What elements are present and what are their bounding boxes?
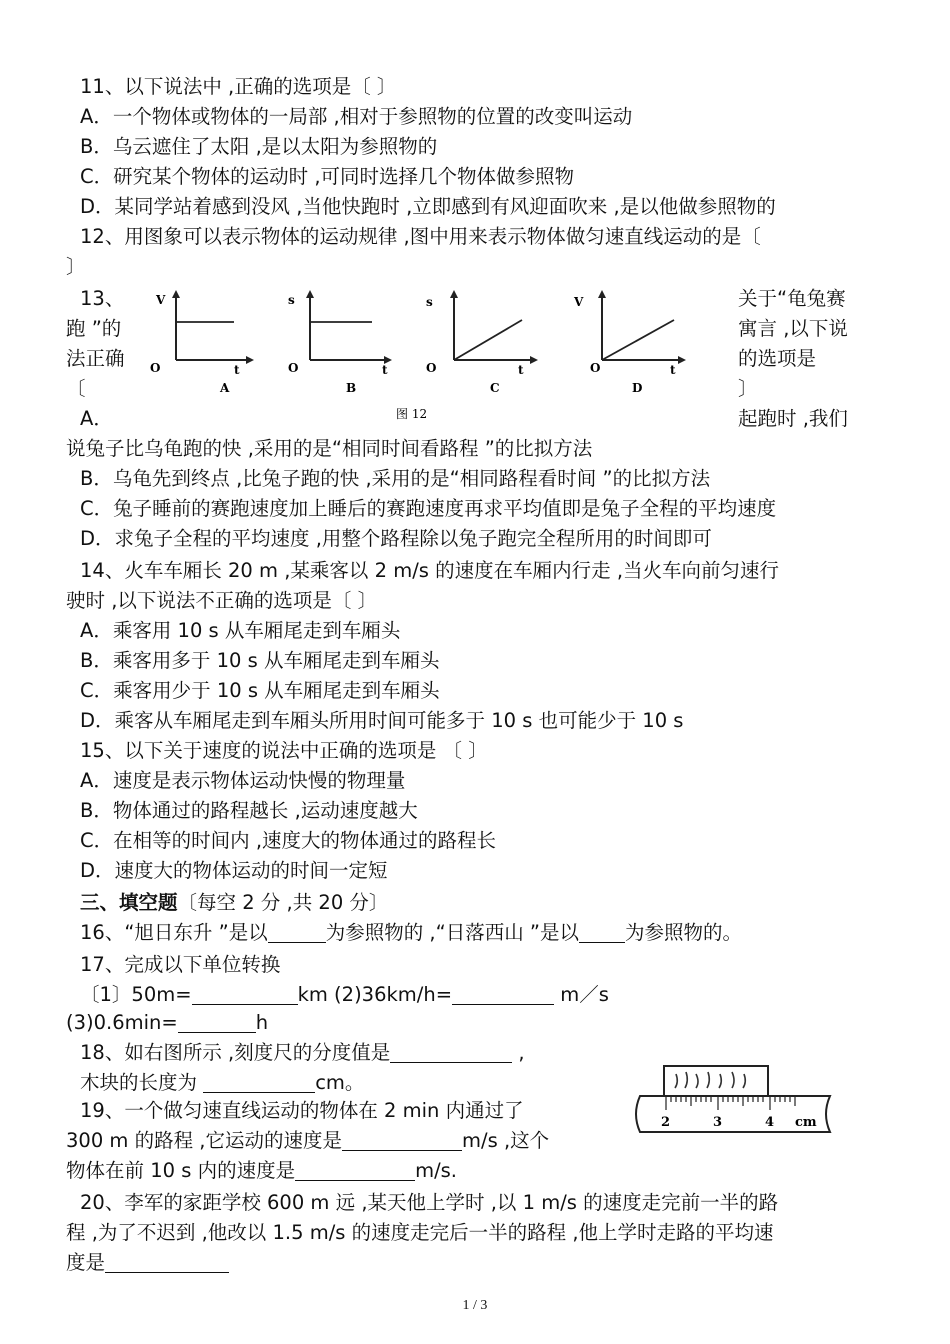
q17-line2 — [66, 1008, 268, 1038]
section3-note: 〔每空 2 分 ,共 20 分〕 — [177, 891, 389, 914]
q17-stem: 17、完成以下单位转换 — [80, 953, 281, 976]
graph-d-xaxis: t — [670, 363, 676, 377]
figure-12-motion-graphs — [138, 288, 698, 428]
q20-blank-1[interactable] — [105, 1250, 229, 1273]
q11-option-b: B．乌云遮住了太阳 ,是以太阳为参照物的 — [80, 135, 438, 158]
q20-part3: 度是 — [66, 1251, 106, 1274]
q12-stem-line1: 12、用图象可以表示物体的运动规律 ,图中用来表示物体做匀速直线运动的是〔 — [80, 225, 761, 248]
q16-part1: 16、“旭日东升 ”是以 — [80, 921, 268, 944]
page-number: 1 / 3 — [462, 1298, 488, 1313]
q17-part2b: h — [255, 1011, 269, 1034]
graph-a — [150, 293, 250, 395]
q13-left-line5: A． — [80, 407, 113, 430]
q14-option-c: C．乘客用少于 10 s 从车厢尾走到车厢头 — [80, 679, 440, 702]
q16-part3: 为参照物的。 — [625, 921, 743, 944]
q18-part2: 木块的长度为 — [80, 1071, 204, 1094]
q12-stem-line2: 〕 — [66, 255, 86, 278]
q18-part1: 18、如右图所示 ,刻度尺的分度值是 — [80, 1041, 391, 1064]
q16-part2: 为参照物的 ,“日落西山 ”是以 — [325, 921, 580, 944]
figure-12-caption: 图 12 — [396, 407, 428, 421]
q18-line2 — [80, 1068, 364, 1098]
q13-left-line4: 〔 — [66, 377, 86, 400]
q13-option-b: B．乌龟先到终点 ,比兔子跑的快 ,采用的是“相同路程看时间 ”的比拟方法 — [80, 467, 711, 490]
q19-part2b: m/s ,这个 — [462, 1129, 550, 1152]
section3-title: 三、填空题 — [80, 891, 178, 914]
q14-option-d: D．乘客从车厢尾走到车厢头所用时间可能多于 10 s 也可能少于 10 s — [80, 709, 684, 732]
graph-c-line — [454, 320, 522, 360]
ruler-figure — [630, 1062, 840, 1146]
q17-blank-1[interactable] — [192, 982, 298, 1005]
q17-part1b: km (2)36km/h= — [297, 983, 453, 1006]
graph-b-label: B — [346, 381, 357, 395]
q15-option-c: C．在相等的时间内 ,速度大的物体通过的路程长 — [80, 829, 497, 852]
q15-stem: 15、以下关于速度的说法中正确的选项是 〔 〕 — [80, 739, 488, 762]
q16 — [80, 918, 742, 948]
ruler-unit: cm — [795, 1115, 817, 1130]
q13-right-line3: 的选项是 — [738, 347, 817, 370]
q13-right-line4: 〕 — [738, 377, 758, 400]
graph-c-yaxis: s — [426, 295, 433, 309]
q15-option-a: A．速度是表示物体运动快慢的物理量 — [80, 769, 406, 792]
q17-part2a: (3)0.6min= — [66, 1011, 178, 1034]
q18-line1 — [80, 1038, 525, 1068]
section3-heading — [80, 888, 388, 918]
q13-right-line5: 起跑时 ,我们 — [738, 407, 848, 430]
graph-c-origin: O — [426, 361, 437, 375]
q11-option-d: D．某同学站着感到没风 ,当他快跑时 ,立即感到有风迎面吹来 ,是以他做参照物的 — [80, 195, 776, 218]
q13-option-d: D．求兔子全程的平均速度 ,用整个路程除以兔子跑完全程所用的时间即可 — [80, 527, 712, 550]
q11-option-a: A．一个物体或物体的一局部 ,相对于参照物的位置的改变叫运动 — [80, 105, 633, 128]
q19-part3a: 物体在前 10 s 内的速度是 — [66, 1159, 296, 1182]
graph-c-label: C — [490, 381, 500, 395]
q19-line2 — [66, 1126, 549, 1156]
q13-left-line2: 跑 ”的 — [66, 317, 122, 340]
q20-line3 — [66, 1248, 229, 1278]
q20-line1: 20、李军的家距学校 600 m 远 ,某天他上学时 ,以 1 m/s 的速度走完前一半的路 — [80, 1191, 779, 1214]
q16-blank-1[interactable] — [268, 920, 326, 943]
q17-blank-3[interactable] — [178, 1010, 256, 1033]
graph-b-yaxis: s — [288, 293, 295, 307]
q19-line1: 19、一个做匀速直线运动的物体在 2 min 内通过了 — [80, 1099, 524, 1122]
q19-line3 — [66, 1156, 457, 1186]
q17-part1a: 〔1〕50m= — [80, 983, 192, 1006]
q18-blank-2[interactable] — [203, 1070, 315, 1093]
graph-b-xaxis: t — [382, 363, 388, 377]
q19-blank-1[interactable] — [342, 1128, 462, 1151]
q14-stem-line1: 14、火车车厢长 20 m ,某乘客以 2 m/s 的速度在车厢内行走 ,当火车向前匀速行 — [80, 559, 780, 582]
q19-part3b: m/s. — [415, 1159, 458, 1182]
q13-option-a-cont: 说兔子比乌龟跑的快 ,采用的是“相同时间看路程 ”的比拟方法 — [66, 437, 593, 460]
graph-d-label: D — [632, 381, 643, 395]
q13-right-line2: 寓言 ,以下说 — [738, 317, 848, 340]
q11-stem: 11、以下说法中 ,正确的选项是〔 〕 — [80, 75, 397, 98]
q19-blank-2[interactable] — [295, 1158, 415, 1181]
figure-12-svg — [138, 288, 698, 428]
graph-a-xaxis: t — [234, 363, 240, 377]
ruler-svg — [630, 1062, 840, 1146]
graph-d-origin: O — [590, 361, 601, 375]
q18-part1b: , — [512, 1041, 525, 1064]
q17-part1c: m／s — [554, 983, 609, 1006]
q15-option-b: B．物体通过的路程越长 ,运动速度越大 — [80, 799, 418, 822]
q20-line2: 程 ,为了不迟到 ,他改以 1.5 m/s 的速度走完后一半的路程 ,他上学时走路的平均速 — [66, 1221, 774, 1244]
graph-b — [288, 293, 388, 395]
ruler-tick-3: 3 — [713, 1115, 723, 1130]
q15-option-d: D．速度大的物体运动的时间一定短 — [80, 859, 388, 882]
graph-b-origin: O — [288, 361, 299, 375]
q13-right-line1: 关于“龟兔赛 — [738, 287, 846, 310]
q18-part2b: cm。 — [315, 1071, 365, 1094]
q13-left-line3: 法正确 — [66, 347, 125, 370]
q14-option-a: A．乘客用 10 s 从车厢尾走到车厢头 — [80, 619, 401, 642]
q14-option-b: B．乘客用多于 10 s 从车厢尾走到车厢头 — [80, 649, 440, 672]
graph-c-xaxis: t — [518, 363, 524, 377]
q13-left-line1: 13、 — [80, 287, 125, 310]
ruler-tick-4: 4 — [765, 1115, 775, 1130]
q16-blank-2[interactable] — [579, 920, 625, 943]
graph-d-yaxis: V — [574, 295, 584, 309]
graph-d-line — [602, 320, 674, 360]
graph-a-yaxis: V — [156, 293, 166, 307]
wooden-block — [664, 1066, 768, 1096]
graph-a-label: A — [220, 381, 230, 395]
q19-part2a: 300 m 的路程 ,它运动的速度是 — [66, 1129, 343, 1152]
q17-line1 — [80, 980, 609, 1010]
graph-d — [573, 294, 682, 395]
q17-blank-2[interactable] — [452, 982, 554, 1005]
graph-a-origin: O — [150, 361, 161, 375]
ruler-tick-2: 2 — [661, 1115, 671, 1130]
q11-option-c: C．研究某个物体的运动时 ,可同时选择几个物体做参照物 — [80, 165, 575, 188]
q13-option-c: C．兔子睡前的赛跑速度加上睡后的赛跑速度再求平均值即是兔子全程的平均速度 — [80, 497, 777, 520]
graph-c — [426, 294, 534, 395]
q18-blank-1[interactable] — [390, 1040, 512, 1063]
q14-stem-line2: 驶时 ,以下说法不正确的选项是〔 〕 — [66, 589, 378, 612]
